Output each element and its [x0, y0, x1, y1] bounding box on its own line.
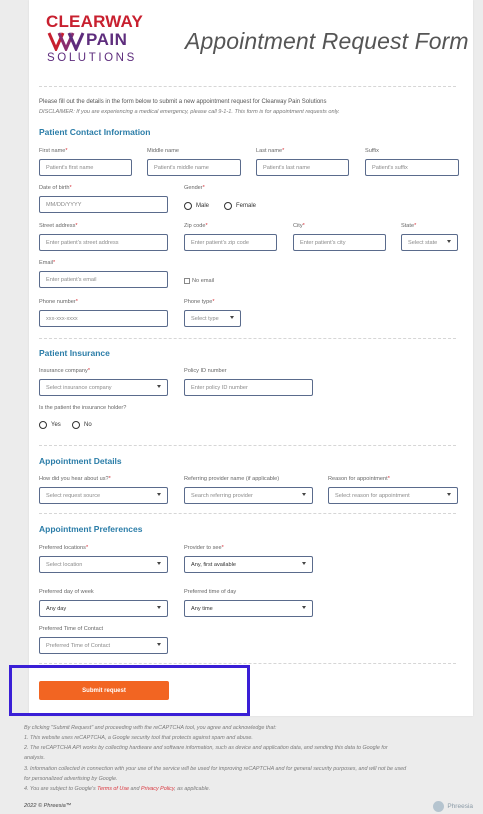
zip-label: Zip code* [184, 223, 208, 229]
chevron-down-icon [302, 493, 306, 496]
zip-input[interactable]: Enter patient's zip code [184, 234, 277, 251]
policy-id-input[interactable]: Enter policy ID number [184, 379, 313, 396]
divider [39, 663, 456, 664]
referring-value: Search referring provider [191, 492, 253, 499]
radio-circle[interactable] [72, 421, 80, 429]
time-select[interactable] [184, 600, 313, 617]
locations-select[interactable] [39, 556, 168, 573]
gender-male-radio[interactable] [184, 202, 209, 210]
copyright: 2022 © Phreesia™ [24, 803, 72, 809]
legal-item-2a: 2. The reCAPTCHA API works by collecting hardware and software information, such as device and application data, and sending this data to Google for [24, 745, 388, 751]
radio-circle[interactable] [39, 421, 47, 429]
logo-swoosh-icon [47, 31, 85, 51]
time-label: Preferred time of day [184, 589, 237, 595]
holder-no-radio[interactable] [72, 421, 92, 429]
chevron-down-icon [157, 606, 161, 609]
section-appointment-title: Appointment Details [39, 456, 122, 466]
locations-value: Select location [46, 561, 83, 568]
chevron-down-icon [157, 643, 161, 646]
intro-text: Please fill out the details in the form below to submit a new appointment request for Clearway Pain Solutions [39, 99, 327, 105]
gender-female-radio[interactable] [224, 202, 256, 210]
highlight-box [9, 665, 250, 716]
reason-label: Reason for appointment* [328, 476, 390, 482]
gender-male-label: Male [196, 203, 210, 209]
holder-yes-radio[interactable] [39, 421, 61, 429]
legal-item-1: 1. This website uses reCAPTCHA, a Google security tool that protects against spam and abuse. [24, 735, 253, 741]
legal-item-3b: for personalized advertising by Google. [24, 776, 118, 782]
first-name-label: First name* [39, 148, 68, 154]
state-select-value: Select state [408, 239, 438, 246]
legal-intro: By clicking "Submit Request" and proceeding with the reCAPTCHA tool, you agree and acknowledge that: [24, 725, 277, 731]
chevron-down-icon [157, 385, 161, 388]
middle-name-input[interactable]: Patient's middle name [147, 159, 241, 176]
chevron-down-icon [157, 562, 161, 565]
middle-name-label: Middle name [147, 148, 180, 154]
disclaimer-text: DISCLAIMER: If you are experiencing a medical emergency, please call 9-1-1. This form is for appointment requests only. [39, 109, 340, 115]
legal-item-2b: analysis. [24, 755, 45, 761]
legal-item-3a: 3. Information collected in connection with your use of the service will be used for improving reCAPTCHA and for general security purposes, and will not be used [24, 766, 407, 772]
city-input[interactable]: Enter patient's city [293, 234, 386, 251]
chevron-down-icon [302, 562, 306, 565]
day-value: Any day [46, 605, 67, 612]
state-select[interactable] [401, 234, 458, 251]
provider-value: Any, first available [191, 561, 236, 568]
holder-yes-label: Yes [51, 422, 61, 428]
no-email-checkbox[interactable] [184, 278, 214, 284]
suffix-label: Suffix [365, 148, 379, 154]
phone-type-label: Phone type* [184, 299, 215, 305]
phone-type-value: Select type [191, 315, 219, 322]
logo-text-pain: PAIN [86, 30, 128, 49]
contact-time-value: Preferred Time of Contact [46, 642, 111, 649]
locations-label: Preferred locations* [39, 545, 89, 551]
street-input[interactable]: Enter patient's street address [39, 234, 168, 251]
submit-request-button[interactable]: Submit request [39, 681, 169, 700]
provider-select[interactable] [184, 556, 313, 573]
divider [39, 338, 456, 339]
contact-time-label: Preferred Time of Contact [39, 626, 104, 632]
day-select[interactable] [39, 600, 168, 617]
no-email-label: No email [192, 278, 215, 284]
legal-item-4: 4. You are subject to Google's Terms of Use and Privacy Policy, as applicable. [24, 786, 211, 792]
divider [39, 445, 456, 446]
time-value: Any time [191, 605, 213, 612]
referring-label: Referring provider name (if applicable) [184, 476, 280, 482]
divider [39, 513, 456, 514]
logo-text-clearway: CLEARWAY [46, 12, 144, 31]
street-label: Street address* [39, 223, 78, 229]
insurance-company-label: Insurance company* [39, 368, 91, 374]
gender-label: Gender* [184, 185, 205, 191]
hear-about-value: Select request source [46, 492, 101, 499]
page-title: Appointment Request Form [185, 28, 469, 54]
hear-about-select[interactable] [39, 487, 168, 504]
divider [39, 86, 456, 87]
chevron-down-icon [447, 240, 451, 243]
chevron-down-icon [447, 493, 451, 496]
chevron-down-icon [157, 493, 161, 496]
chevron-down-icon [302, 606, 306, 609]
insurance-holder-label: Is the patient the insurance holder? [39, 405, 127, 411]
insurance-company-select[interactable] [39, 379, 168, 396]
phreesia-text: Phreesia [447, 803, 473, 810]
form-card [29, 0, 473, 716]
terms-of-use-link[interactable]: Terms of Use [97, 786, 130, 792]
phone-label: Phone number* [39, 299, 78, 305]
phreesia-logo [433, 801, 473, 812]
phone-type-select[interactable] [184, 310, 241, 327]
phreesia-icon [433, 801, 444, 812]
phone-input[interactable]: xxx-xxx-xxxx [39, 310, 168, 327]
last-name-label: Last name* [256, 148, 285, 154]
section-insurance-title: Patient Insurance [39, 348, 110, 358]
insurance-company-value: Select insurance company [46, 384, 112, 391]
checkbox-box[interactable] [184, 278, 190, 284]
policy-id-label: Policy ID number [184, 368, 227, 374]
gender-female-label: Female [236, 203, 257, 209]
hear-about-label: How did you hear about us?* [39, 476, 111, 482]
reason-value: Select reason for appointment [335, 492, 410, 499]
email-label: Email* [39, 260, 56, 266]
last-name-input[interactable]: Patient's last name [256, 159, 349, 176]
email-input[interactable]: Enter patient's email [39, 271, 168, 288]
privacy-policy-link[interactable]: Privacy Policy [141, 786, 175, 792]
radio-circle[interactable] [224, 202, 232, 210]
day-label: Preferred day of week [39, 589, 94, 595]
clearway-logo [46, 12, 156, 68]
radio-circle[interactable] [184, 202, 192, 210]
chevron-down-icon [230, 316, 234, 319]
provider-label: Provider to see* [184, 545, 224, 551]
suffix-input[interactable]: Patient's suffix [365, 159, 459, 176]
contact-time-select[interactable] [39, 637, 168, 654]
dob-input[interactable]: MM/DD/YYYY [39, 196, 168, 213]
state-label: State* [401, 223, 417, 229]
logo-text-solutions: SOLUTIONS [47, 52, 137, 64]
section-contact-title: Patient Contact Information [39, 127, 151, 137]
dob-label: Date of birth* [39, 185, 72, 191]
section-preferences-title: Appointment Preferences [39, 524, 143, 534]
city-label: City* [293, 223, 305, 229]
first-name-input[interactable]: Patient's first name [39, 159, 132, 176]
referring-provider-select[interactable] [184, 487, 313, 504]
reason-select[interactable] [328, 487, 458, 504]
holder-no-label: No [84, 422, 92, 428]
